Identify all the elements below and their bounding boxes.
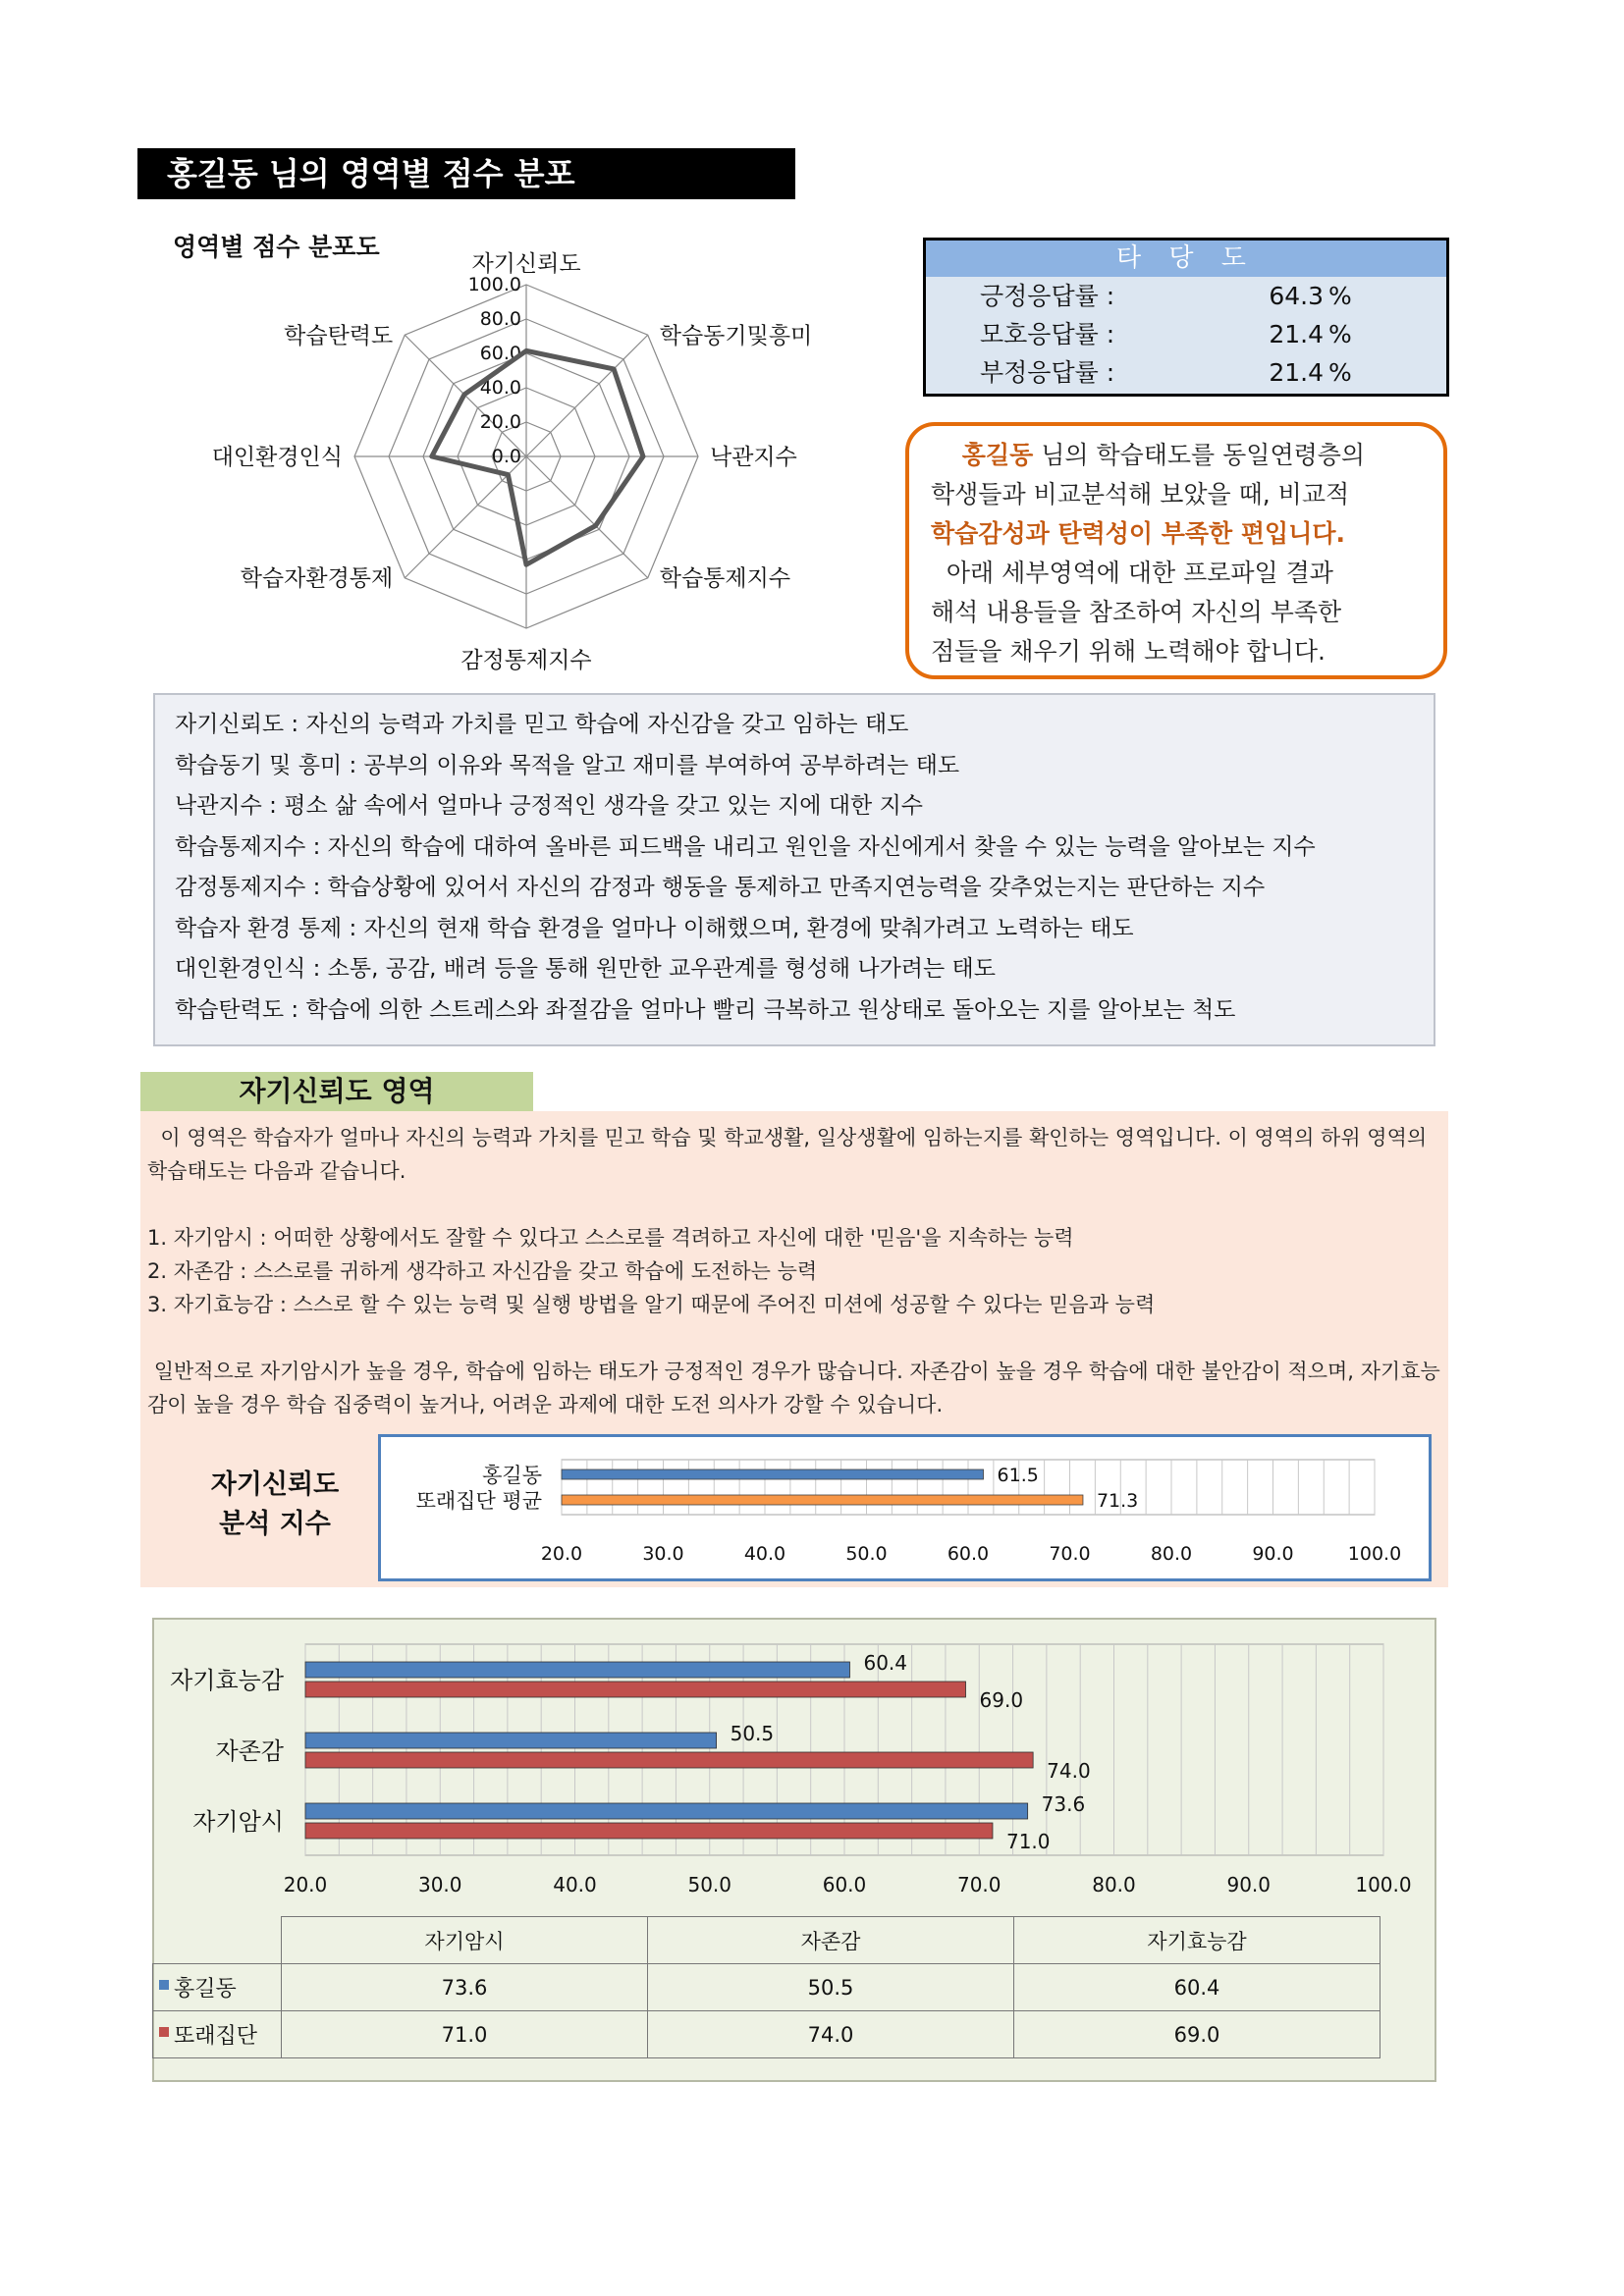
x-tick-label: 50.0 — [845, 1543, 888, 1565]
intro-paragraph — [147, 1121, 1443, 1188]
subdomain-bar-value: 60.4 — [863, 1651, 908, 1675]
radar-title: 영역별 점수 분포도 — [173, 233, 380, 261]
list-item: 3. 자기효능감 : 스스로 할 수 있는 능력 및 실행 방법을 알기 때문에 주어진 미션에 성공할 수 있다는 믿음과 능력 — [147, 1293, 1156, 1316]
radar-axis-label: 학습통제지수 — [659, 565, 791, 592]
radar-axis-label: 학습탄력도 — [284, 323, 394, 349]
x-tick-label: 60.0 — [947, 1543, 990, 1565]
radar-tick-label: 40.0 — [479, 377, 521, 399]
subdomain-category-label: 자기암시 — [192, 1808, 284, 1836]
row-label-text: 홍길동 — [174, 1977, 237, 2002]
radar-tick-label: 0.0 — [491, 446, 521, 467]
column-header: 자기효능감 — [1014, 1917, 1380, 1964]
validity-value: 21.4 — [1269, 320, 1324, 348]
validity-value: 21.4 — [1269, 358, 1324, 387]
x-tick-label: 60.0 — [822, 1873, 867, 1896]
summary-text: 아래 세부영역에 대한 프로파일 결과 — [946, 559, 1333, 587]
definition-item: 학습자 환경 통제 : 자신의 현재 학습 환경을 얼마나 이해했으며, 환경에 맞춰가려고 노력하는 태도 — [175, 915, 1134, 941]
x-tick-label: 70.0 — [956, 1873, 1001, 1896]
radar-axis-label: 학습자환경통제 — [240, 565, 394, 592]
validity-label: 모호응답률 : — [980, 320, 1115, 348]
section-header: 홍길동 님의 영역별 점수 분포 — [137, 148, 795, 199]
subdomain-bar-value: 50.5 — [730, 1722, 775, 1745]
blue-legend-icon — [159, 1980, 169, 1990]
summary-line: 학생들과 비교분석해 보았을 때, 비교적 — [931, 480, 1350, 508]
student-name: 홍길동 — [961, 441, 1034, 469]
table-cell: 50.5 — [648, 1964, 1014, 2011]
outro-paragraph — [147, 1355, 1443, 1421]
subdomain-bar — [305, 1733, 717, 1748]
row-label-text: 또래집단 — [174, 2024, 258, 2049]
subdomain-bar — [305, 1682, 966, 1697]
table-cell: 73.6 — [282, 1964, 648, 2011]
x-tick-label: 20.0 — [283, 1873, 328, 1896]
row-label — [153, 2011, 282, 2058]
radar-tick-label: 60.0 — [479, 343, 521, 364]
validity-table — [923, 238, 1449, 397]
subdomain-bar-value: 69.0 — [979, 1688, 1024, 1712]
table-cell: 74.0 — [648, 2011, 1014, 2058]
table-cell: 69.0 — [1014, 2011, 1380, 2058]
definition-item: 감정통제지수 : 학습상황에 있어서 자신의 감정과 행동을 통제하고 만족지연능력을 갖추었는지는 판단하는 지수 — [175, 875, 1266, 900]
x-tick-label: 70.0 — [1049, 1543, 1091, 1565]
x-tick-label: 50.0 — [687, 1873, 732, 1896]
list-item: 2. 자존감 : 스스로를 귀하게 생각하고 자신감을 갖고 학습에 도전하는 능력 — [147, 1259, 818, 1283]
subdomain-table — [152, 1916, 1380, 2058]
summary-line — [931, 436, 1424, 475]
x-tick-label: 90.0 — [1252, 1543, 1294, 1565]
outro-text: 일반적으로 자기암시가 높을 경우, 학습에 임하는 태도가 긍정적인 경우가 많습니다. 자존감이 높을 경우 학습에 대한 불안감이 적으며, 자기효능감이 높을 경우 학습 집중력이 높거나, 어려운 과제에 대한 도전 의사가 강할 수 있습니다. — [147, 1360, 1440, 1416]
index-bar-value: 61.5 — [997, 1465, 1039, 1486]
row-label — [153, 1964, 282, 2011]
summary-line: 점들을 채우기 위해 노력해야 합니다. — [931, 637, 1326, 666]
x-tick-label: 40.0 — [553, 1873, 597, 1896]
validity-row — [926, 315, 1446, 353]
x-tick-label: 30.0 — [417, 1873, 462, 1896]
summary-line: 해석 내용들을 참조하여 자신의 부족한 — [931, 598, 1342, 626]
table-header-row — [153, 1917, 1380, 1964]
subdomain-bar-value: 73.6 — [1041, 1792, 1086, 1816]
index-title-line: 분석 지수 — [219, 1509, 331, 1539]
radar-chart — [177, 231, 854, 677]
index-bar — [562, 1495, 1083, 1505]
column-header: 자존감 — [648, 1917, 1014, 1964]
table-row — [153, 1964, 1380, 2011]
validity-unit: % — [1328, 282, 1352, 310]
table-row — [153, 2011, 1380, 2058]
subdomain-bar — [305, 1803, 1028, 1819]
subdomain-category-label: 자존감 — [215, 1737, 284, 1765]
radar-axis-label: 자기신뢰도 — [471, 251, 581, 277]
radar-series-line — [432, 350, 643, 564]
x-tick-label: 90.0 — [1226, 1873, 1272, 1896]
subdomain-bar — [305, 1823, 993, 1839]
index-title-line: 자기신뢰도 — [210, 1469, 340, 1500]
x-tick-label: 20.0 — [540, 1543, 583, 1565]
radar-axis-label: 감정통제지수 — [460, 648, 592, 673]
validity-unit: % — [1328, 320, 1352, 348]
validity-label: 긍정응답률 : — [980, 282, 1115, 310]
table-cell: 60.4 — [1014, 1964, 1380, 2011]
radar-axis-label: 학습동기및흥미 — [659, 323, 813, 349]
index-bar-value: 71.3 — [1096, 1490, 1139, 1512]
x-tick-label: 30.0 — [642, 1543, 684, 1565]
intro-text: 이 영역은 학습자가 얼마나 자신의 능력과 가치를 믿고 학습 및 학교생활, 일상생활에 임하는지를 확인하는 영역입니다. 이 영역의 하위 영역의 학습태도는 다음과 같습니다. — [147, 1126, 1428, 1183]
index-category-label: 홍길동 — [482, 1464, 542, 1487]
validity-value: 64.3 — [1269, 282, 1324, 310]
radar-tick-label: 20.0 — [479, 411, 521, 433]
index-category-label: 또래집단 평균 — [415, 1489, 542, 1513]
summary-highlight: 학습감성과 탄력성이 부족한 편입니다. — [931, 519, 1346, 548]
red-legend-icon — [159, 2027, 169, 2037]
index-bar — [562, 1469, 984, 1479]
subdomain-bar-value: 74.0 — [1047, 1759, 1091, 1783]
index-chart — [378, 1434, 1432, 1581]
definition-item: 낙관지수 : 평소 삶 속에서 얼마나 긍정적인 생각을 갖고 있는 지에 대한 지수 — [175, 793, 924, 819]
subdomain-chart — [152, 1618, 1436, 1912]
validity-label: 부정응답률 : — [980, 358, 1115, 387]
x-tick-label: 80.0 — [1150, 1543, 1193, 1565]
definition-item: 학습통제지수 : 자신의 학습에 대하여 올바른 피드백을 내리고 원인을 자신에게서 찾을 수 있는 능력을 알아보는 지수 — [175, 833, 1316, 860]
subsection-text — [147, 1121, 1443, 1421]
x-tick-label: 80.0 — [1092, 1873, 1136, 1896]
index-title — [191, 1466, 358, 1544]
table-corner — [153, 1917, 282, 1964]
definitions-box — [153, 693, 1435, 1046]
summary-line — [931, 554, 1424, 593]
subdomain-bar-value: 71.0 — [1005, 1830, 1051, 1853]
subsection-title: 자기신뢰도 영역 — [140, 1072, 533, 1111]
radar-tick-label: 80.0 — [479, 308, 521, 330]
summary-box — [905, 422, 1447, 679]
radar-axis-label: 대인환경인식 — [211, 445, 343, 470]
radar-tick-label: 100.0 — [467, 274, 521, 295]
definition-item: 학습동기 및 흥미 : 공부의 이유와 목적을 알고 재미를 부여하여 공부하려는 태도 — [175, 752, 960, 778]
x-tick-label: 100.0 — [1355, 1873, 1412, 1896]
validity-row — [926, 353, 1446, 392]
list-item: 1. 자기암시 : 어떠한 상황에서도 잘할 수 있다고 스스로를 격려하고 자신에 대한 '믿음'을 지속하는 능력 — [147, 1226, 1074, 1250]
summary-text: 님의 학습태도를 동일연령층의 — [1033, 441, 1366, 469]
subdomain-category-label: 자기효능감 — [170, 1667, 284, 1694]
validity-unit: % — [1328, 358, 1352, 387]
definition-item: 자기신뢰도 : 자신의 능력과 가치를 믿고 학습에 자신감을 갖고 임하는 태도 — [175, 712, 909, 737]
validity-row — [926, 277, 1446, 315]
definition-item: 대인환경인식 : 소통, 공감, 배려 등을 통해 원만한 교우관계를 형성해 나가려는 태도 — [175, 956, 996, 982]
subdomain-bar — [305, 1752, 1033, 1768]
x-tick-label: 100.0 — [1347, 1543, 1402, 1565]
x-tick-label: 40.0 — [743, 1543, 786, 1565]
definition-item: 학습탄력도 : 학습에 의한 스트레스와 좌절감을 얼마나 빨리 극복하고 원상태로 돌아오는 지를 알아보는 척도 — [175, 996, 1236, 1023]
table-cell: 71.0 — [282, 2011, 648, 2058]
column-header: 자기암시 — [282, 1917, 648, 1964]
validity-title: 타 당 도 — [926, 240, 1446, 277]
subdomain-bar — [305, 1662, 849, 1678]
radar-axis-label: 낙관지수 — [710, 445, 797, 470]
